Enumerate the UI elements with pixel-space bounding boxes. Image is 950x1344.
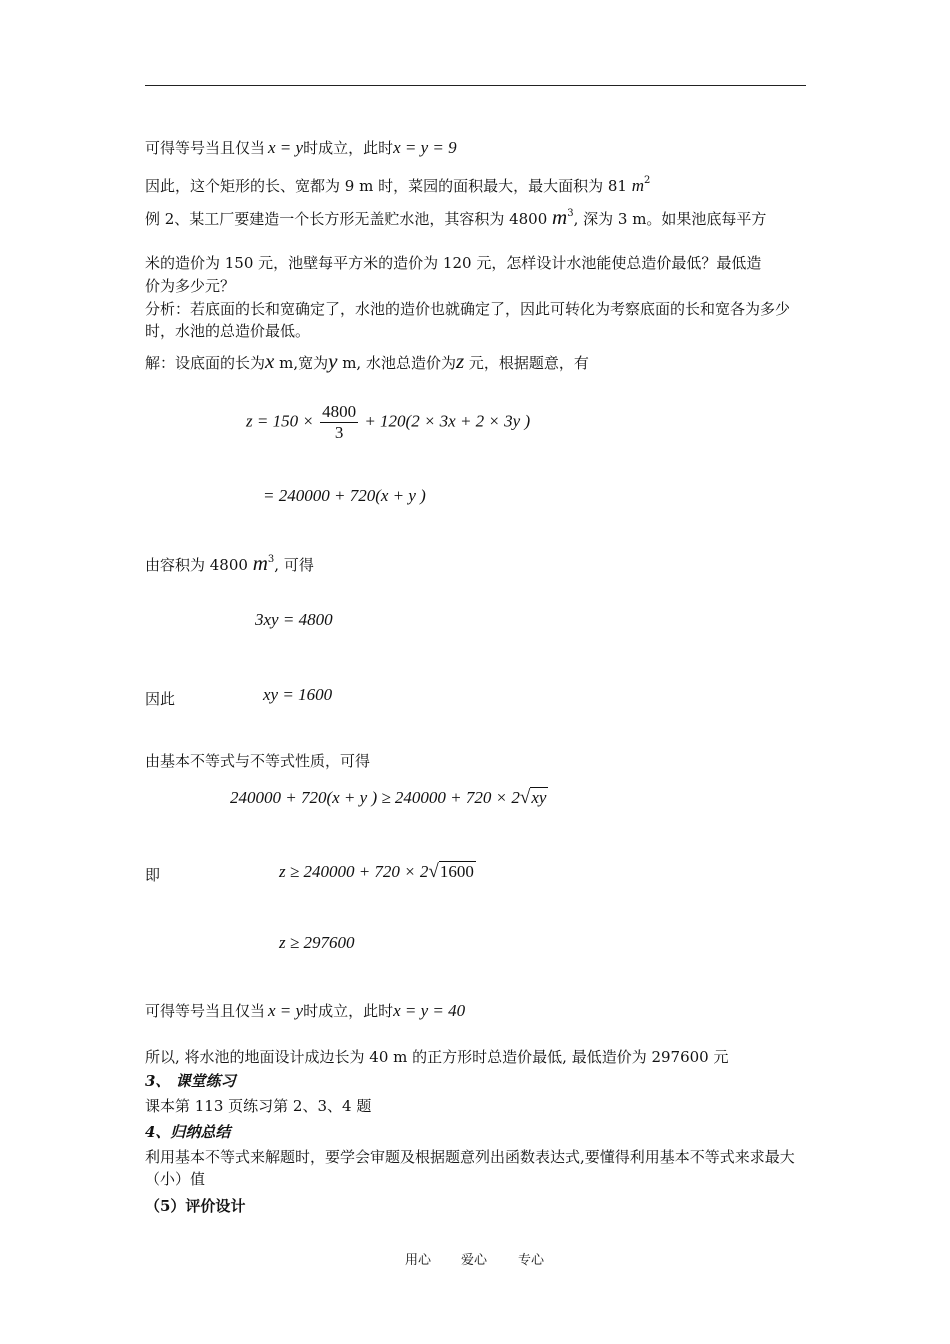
equation-inequality (230, 787, 548, 809)
sqrt-icon: √ (428, 861, 439, 882)
inequality-intro: 由基本不等式与不等式性质，可得 (145, 752, 371, 770)
volume-line (145, 552, 314, 579)
section4-heading: 4、归纳总结 (145, 1123, 231, 1141)
text-mid: 时成立，此时 (303, 1002, 394, 1020)
section3-text: 课本第 113 页练习第 2、3、4 题 (145, 1097, 372, 1115)
unit-m: m (552, 205, 568, 229)
example2-line-a (145, 206, 766, 233)
section4-text: 利用基本不等式来解题时，要学会审题及根据题意列出函数表达式,要懂得利用基本不等式来求最大（小）值 (145, 1148, 795, 1188)
footer-word-1: 用心 (405, 1253, 432, 1268)
footer-word-3: 专心 (518, 1253, 545, 1268)
unit-sup: 3 (267, 554, 275, 565)
solution-text-b: m,宽为 (274, 354, 329, 372)
equation-simplified: = 240000 + 720(x + y ) (263, 486, 426, 505)
analysis-paragraph: 分析：若底面的长和宽确定了，水池的造价也就确定了，因此可转化为考察底面的长和宽各为多少时，水池的总造价最低。 (145, 300, 791, 340)
volume-text: 由容积为 4800 (145, 556, 248, 574)
eq6-left: z ≥ 240000 + 720 × 2 (279, 862, 429, 881)
eq6-radicand: 1600 (439, 862, 474, 881)
math-x-eq-y: x = y (268, 138, 304, 157)
equality-condition-line-2 (145, 1000, 465, 1022)
solution-text-a: 解：设底面的长为 (145, 354, 266, 372)
unit-m: m (252, 551, 268, 575)
eq1-fraction (320, 402, 358, 443)
solution-intro (145, 350, 589, 374)
eq5-left: 240000 + 720(x + y ) ≥ 240000 + 720 × 2 (230, 788, 520, 807)
eq5-radicand: xy (531, 788, 547, 807)
example2-line-c: 价为多少元？ (145, 277, 236, 295)
equality-condition-line-1 (145, 137, 457, 159)
text-mid: 时成立，此时 (303, 139, 394, 157)
var-x: x (265, 349, 275, 373)
unit-m: m (631, 176, 644, 195)
unit-sup: 3 (567, 208, 574, 219)
math-result-9: x = y = 9 (393, 138, 457, 157)
unit-sup: 2 (644, 175, 651, 186)
section5-heading: （5）评价设计 (145, 1197, 246, 1215)
equation-min-cost: z ≥ 297600 (279, 933, 355, 952)
conclusion-line: 所以, 将水池的地面设计成边长为 40 m 的正方形时总造价最低, 最低造价为 297600 元 (145, 1048, 729, 1066)
max-area-text: 因此，这个矩形的长、宽都为 9 m 时，菜园的面积最大，最大面积为 81 (145, 177, 627, 195)
text-prefix: 可得等号当且仅当 (145, 139, 266, 157)
equation-z-bound (279, 861, 476, 883)
therefore-label: 因此 (145, 690, 176, 708)
eq1-rhs: + 120(2 × 3x + 2 × 3y ) (364, 411, 531, 431)
math-x-eq-y: x = y (268, 1001, 304, 1020)
example2-tail: , 深为 3 m。如果池底每平方 (573, 210, 767, 228)
text-prefix: 可得等号当且仅当 (145, 1002, 266, 1020)
header-rule (145, 85, 806, 86)
ji-label: 即 (145, 866, 161, 884)
equation-total-cost (246, 402, 530, 443)
footer-word-2: 爱心 (461, 1253, 488, 1268)
volume-text-b: , 可得 (274, 556, 314, 574)
eq1-lhs: z = 150 × (246, 411, 314, 431)
equation-volume: 3xy = 4800 (255, 610, 333, 629)
solution-text-c: m, 水池总造价为 (337, 354, 456, 372)
eq1-denominator: 3 (334, 423, 344, 442)
var-z: z (455, 349, 465, 373)
eq1-numerator: 4800 (322, 402, 357, 421)
var-y: y (328, 349, 338, 373)
solution-text-d: 元，根据题意，有 (464, 354, 589, 372)
max-area-line (145, 175, 650, 200)
section3-heading: 3、 课堂练习 (145, 1072, 236, 1090)
equation-xy: xy = 1600 (263, 685, 333, 704)
sqrt-icon: √ (519, 787, 531, 808)
example2-text-a: 例 2、某工厂要建造一个长方形无盖贮水池，其容积为 4800 (145, 210, 548, 228)
example2-line-b: 米的造价为 150 元，池壁每平方米的造价为 120 元，怎样设计水池能使总造价最低？最低造 (145, 254, 762, 272)
math-result-40: x = y = 40 (393, 1001, 466, 1020)
